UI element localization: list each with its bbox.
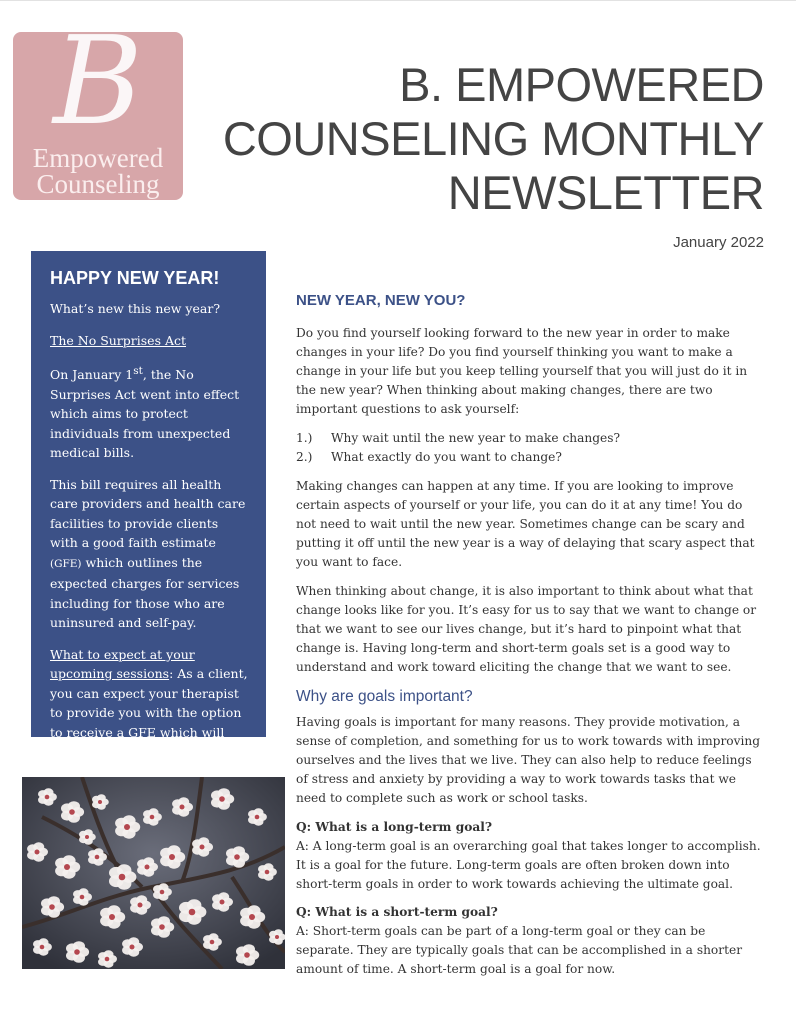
petal [218, 788, 230, 798]
bill-text-start: This bill requires all health care providers and health care facilities to provide clients with a good faith estimate [50, 476, 246, 551]
flower-center [145, 865, 150, 870]
main-article [296, 292, 762, 988]
act-title: The No Surprises Act [50, 332, 187, 348]
petal [97, 794, 106, 801]
flower-center [189, 909, 196, 916]
flower-center [85, 835, 89, 839]
act-text-ordinal: st [133, 365, 143, 377]
flower-center [169, 854, 175, 860]
flower-center [150, 815, 155, 820]
flower-center [200, 845, 205, 850]
flower-center [95, 855, 100, 860]
bill-text-end: which outlines the expected charges for services including for those who are uninsured and self-pay. [50, 554, 240, 631]
petal [122, 815, 135, 826]
sidebar-intro: What’s new this new year? [50, 301, 221, 316]
logo-letter: B [53, 32, 143, 152]
act-text-end: , the No Surprises Act went into effect which aims to protect individuals from unexpected medical bills. [50, 367, 240, 461]
flower-center [69, 809, 75, 815]
flower-center [265, 870, 270, 875]
bill-description [50, 475, 248, 633]
petal [68, 801, 80, 811]
petal [39, 938, 49, 946]
petal [128, 937, 139, 946]
petal [209, 933, 219, 941]
flower-center [64, 864, 70, 870]
flower-center [40, 945, 45, 950]
flower-center [180, 805, 185, 810]
petal [178, 797, 189, 806]
flower-center [130, 945, 135, 950]
flower-center [109, 914, 115, 920]
petal [274, 929, 283, 936]
logo-line-1: Empowered [32, 143, 164, 173]
title-line-3: NEWSLETTER [447, 166, 764, 219]
petal [33, 842, 44, 851]
petal [84, 829, 93, 836]
goals-paragraph: Having goals is important for many reasons. They provide motivation, a sense of completion, and something for us to work towards with improving ourselves and the lives that we live. They can also help to reduce feelings of stress and anxiety by providing a way to work towards tasks that we need to complete such as work or school tasks. [296, 715, 761, 805]
flower-center [80, 895, 85, 900]
article-paragraph-2: Making changes can happen at any time. If you are looking to improve certain aspects of yourself or your life, you can do it at any time! You do not need to wait until the new year. Sometimes change can be scary and putting it off until the new year is a way of delaying that scary aspect that you want to face. [296, 479, 755, 569]
flower-center [49, 904, 55, 910]
short-term-question: Q: What is a short-term goal? [296, 905, 498, 919]
flower-center [210, 940, 215, 945]
petal [104, 950, 114, 958]
question-list [296, 429, 762, 467]
gfe-abbreviation: (GFE) [50, 557, 82, 570]
petal [187, 899, 201, 911]
long-term-answer: A: A long-term goal is an overarching goal that takes longer to accomplish. It is a goal for the future. Long-term goals are often broken down into short-term goals in order to work towards achieving the ultimate goal. [296, 839, 761, 891]
page-top-border [0, 0, 796, 1]
list-item [296, 429, 762, 448]
article-heading: NEW YEAR, NEW YOU? [296, 292, 466, 309]
expect-paragraph [50, 645, 248, 762]
petal [62, 855, 75, 866]
petal [159, 883, 169, 891]
petal [167, 845, 180, 856]
flower-center [249, 914, 255, 920]
goals-subheading: Why are goals important? [296, 688, 473, 705]
petal [264, 863, 274, 871]
brand-logo [13, 32, 183, 200]
petal [107, 905, 120, 916]
petal [143, 857, 154, 866]
act-text-start: On January 1 [50, 367, 134, 383]
flower-center [244, 952, 250, 958]
petal [48, 896, 60, 906]
petal [198, 837, 209, 846]
long-term-question: Q: What is a long-term goal? [296, 820, 493, 834]
petal [136, 895, 147, 904]
issue-date: January 2022 [673, 234, 764, 251]
petal [158, 916, 170, 926]
flower-center [220, 900, 225, 905]
flower-center [45, 795, 50, 800]
flower-center [138, 903, 143, 908]
petal [218, 892, 229, 901]
petal [247, 905, 260, 916]
newsletter-title [184, 58, 764, 220]
flower-center [275, 935, 279, 939]
list-number: 1.) [296, 431, 313, 445]
petal [254, 808, 264, 816]
petal [79, 888, 89, 896]
expect-text: : As a client, you can expect your therapist to provide you with the option to receive a GFE which will outline your expected benefits. [50, 666, 248, 760]
flower-center [219, 796, 225, 802]
expect-title: What to expect at your upcoming sessions [50, 646, 195, 682]
sidebar-panel [31, 251, 266, 760]
list-text: What exactly do you want to change? [331, 450, 562, 464]
flower-center [124, 824, 130, 830]
petal [233, 846, 245, 856]
sidebar-heading: HAPPY NEW YEAR! [50, 268, 220, 288]
petal [73, 941, 85, 951]
flower-center [255, 815, 260, 820]
list-number: 2.) [296, 450, 313, 464]
petal [117, 864, 131, 876]
title-line-1: B. EMPOWERED [399, 58, 764, 111]
article-intro: Do you find yourself looking forward to the new year in order to make changes in your life? Do you find yourself thinking you want to make a change in your life but you keep telling yourself that you will just do it in the new year? When thinking about making changes, there are two important questions to ask yourself: [296, 326, 748, 416]
short-term-answer: A: Short-term goals can be part of a long-term goal or they can be separate. They are typically goals that can be accomplished in a shorter amount of time. A short-term goal is a goal for now. [296, 924, 743, 976]
act-description [50, 362, 248, 463]
petal [149, 808, 159, 816]
flower-center [74, 949, 80, 955]
blossom-image [22, 777, 285, 969]
logo-line-2: Counseling [36, 169, 160, 199]
article-paragraph-3: When thinking about change, it is also important to think about what that change looks like for you. It’s easy for us to say that we want to change or that we want to see our lives change, but it’s hard to pinpoint what that change is. Having long-term and short-term goals set is a good way to understand and work toward eliciting the change that we want to see. [296, 584, 757, 674]
petal [44, 788, 54, 796]
list-item [296, 448, 762, 467]
petal [94, 848, 104, 856]
petal [243, 944, 255, 954]
title-line-2: COUNSELING MONTHLY [222, 112, 764, 165]
flower-center [234, 854, 240, 860]
flower-center [159, 924, 165, 930]
list-text: Why wait until the new year to make changes? [331, 431, 621, 445]
flower-center [105, 957, 110, 962]
flower-center [35, 850, 40, 855]
flower-center [119, 874, 126, 881]
flower-center [160, 890, 165, 895]
flower-center [98, 800, 102, 804]
cherry-blossom-photo [22, 777, 285, 969]
